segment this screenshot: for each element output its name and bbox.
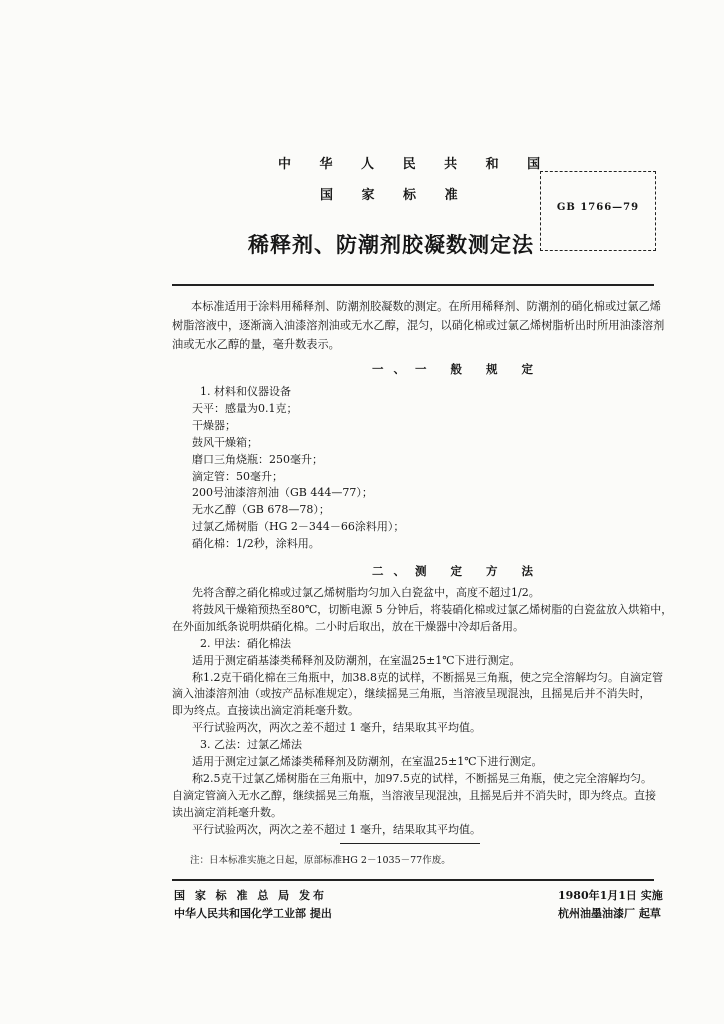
list-item: 鼓风干燥箱； xyxy=(192,435,258,449)
proposer: 中华人民共和国化学工业部 提出 xyxy=(174,907,332,920)
standard-type-heading: 国 家 标 准 xyxy=(320,188,470,203)
text-line: 先将含醇之硝化棉或过氯乙烯树脂均匀加入白瓷盆中，高度不超过1/2。 xyxy=(192,586,540,599)
text-line: 称2.5克干过氯乙烯树脂在三角瓶中，加97.5克的试样，不断摇晃三角瓶，使之完全溶解均匀。 xyxy=(192,771,652,785)
text-line: 即为终点。直接读出滴定消耗毫升数。 xyxy=(172,704,359,718)
list-item: 磨口三角烧瓶：250毫升； xyxy=(192,452,323,466)
drafter: 杭州油墨油漆厂 起草 xyxy=(558,907,661,920)
footer-rule xyxy=(172,879,654,881)
text-line: 滴入油漆溶剂油（或按产品标准规定），继续摇晃三角瓶，当溶液呈现混浊，且摇晃后并不消失时， xyxy=(172,687,651,701)
text-line: 3. 乙法：过氯乙烯法 xyxy=(200,738,302,752)
effective-date: 1980年1月1日 实施 xyxy=(558,889,663,902)
intro-line-3: 油或无水乙醇的量，毫升数表示。 xyxy=(172,338,340,351)
intro-line-1: 本标准适用于涂料用稀释剂、防潮剂胶凝数的测定。在所用稀释剂、防潮剂的硝化棉或过氯乙烯 xyxy=(191,300,661,313)
text-line: 将鼓风干燥箱预热至80℃，切断电源 5 分钟后，将装硝化棉或过氯乙烯树脂的白瓷盆放入烘箱中， xyxy=(192,602,673,616)
standard-number-box xyxy=(540,171,656,251)
note-rule xyxy=(340,843,480,844)
list-item: 天平：感量为0.1克； xyxy=(192,401,298,415)
section-heading-method: 二、测 定 方 法 xyxy=(372,564,544,578)
document-title: 稀释剂、防潮剂胶凝数测定法 xyxy=(248,232,534,257)
standard-number: GB 1766—79 xyxy=(556,202,640,213)
header-rule xyxy=(172,284,654,286)
list-item: 无水乙醇（GB 678—78）； xyxy=(192,503,330,517)
list-item: 硝化棉：1/2秒，涂料用。 xyxy=(192,537,320,551)
text-line: 自滴定管滴入无水乙醇，继续摇晃三角瓶，当溶液呈现混浊，且摇晃后并不消失时，即为终点。直接 xyxy=(172,788,656,802)
materials-list xyxy=(192,384,404,553)
method-text xyxy=(172,585,672,839)
text-line: 2. 甲法：硝化棉法 xyxy=(200,636,291,650)
intro-line-2: 树脂溶液中，逐渐滴入油漆溶剂油或无水乙醇，混匀，以硝化棉或过氯乙烯树脂析出时所用油漆溶剂 xyxy=(172,319,665,332)
text-line: 适用于测定硝基漆类稀释剂及防潮剂，在室温25±1℃下进行测定。 xyxy=(192,653,521,667)
list-item: 1. 材料和仪器设备 xyxy=(200,385,291,398)
text-line: 平行试验两次，两次之差不超过 1 毫升，结果取其平均值。 xyxy=(192,822,481,836)
text-line: 在外面加纸条说明烘硝化棉。二小时后取出，放在干燥器中冷却后备用。 xyxy=(172,619,524,633)
list-item: 200号油漆溶剂油（GB 444—77）； xyxy=(192,486,373,500)
footnote: 注：日本标准实施之日起，原部标准HG 2－1035－77作废。 xyxy=(190,855,451,866)
text-line: 适用于测定过氯乙烯漆类稀释剂及防潮剂，在室温25±1℃下进行测定。 xyxy=(192,755,543,769)
country-heading: 中 华 人 民 共 和 国 xyxy=(278,157,553,172)
text-line: 读出滴定消耗毫升数。 xyxy=(172,805,282,819)
text-line: 平行试验两次，两次之差不超过 1 毫升，结果取其平均值。 xyxy=(192,721,481,735)
list-item: 干燥器； xyxy=(192,418,236,432)
issuer: 国 家 标 准 总 局 发布 xyxy=(174,889,327,902)
list-item: 过氯乙烯树脂（HG 2－344－66涂料用）； xyxy=(192,520,405,534)
section-heading-general: 一、一 般 规 定 xyxy=(372,362,544,376)
text-line: 称1.2克干硝化棉在三角瓶中，加38.8克的试样，不断摇晃三角瓶，使之完全溶解均匀。自滴定管 xyxy=(192,670,663,684)
list-item: 滴定管：50毫升； xyxy=(192,469,283,483)
